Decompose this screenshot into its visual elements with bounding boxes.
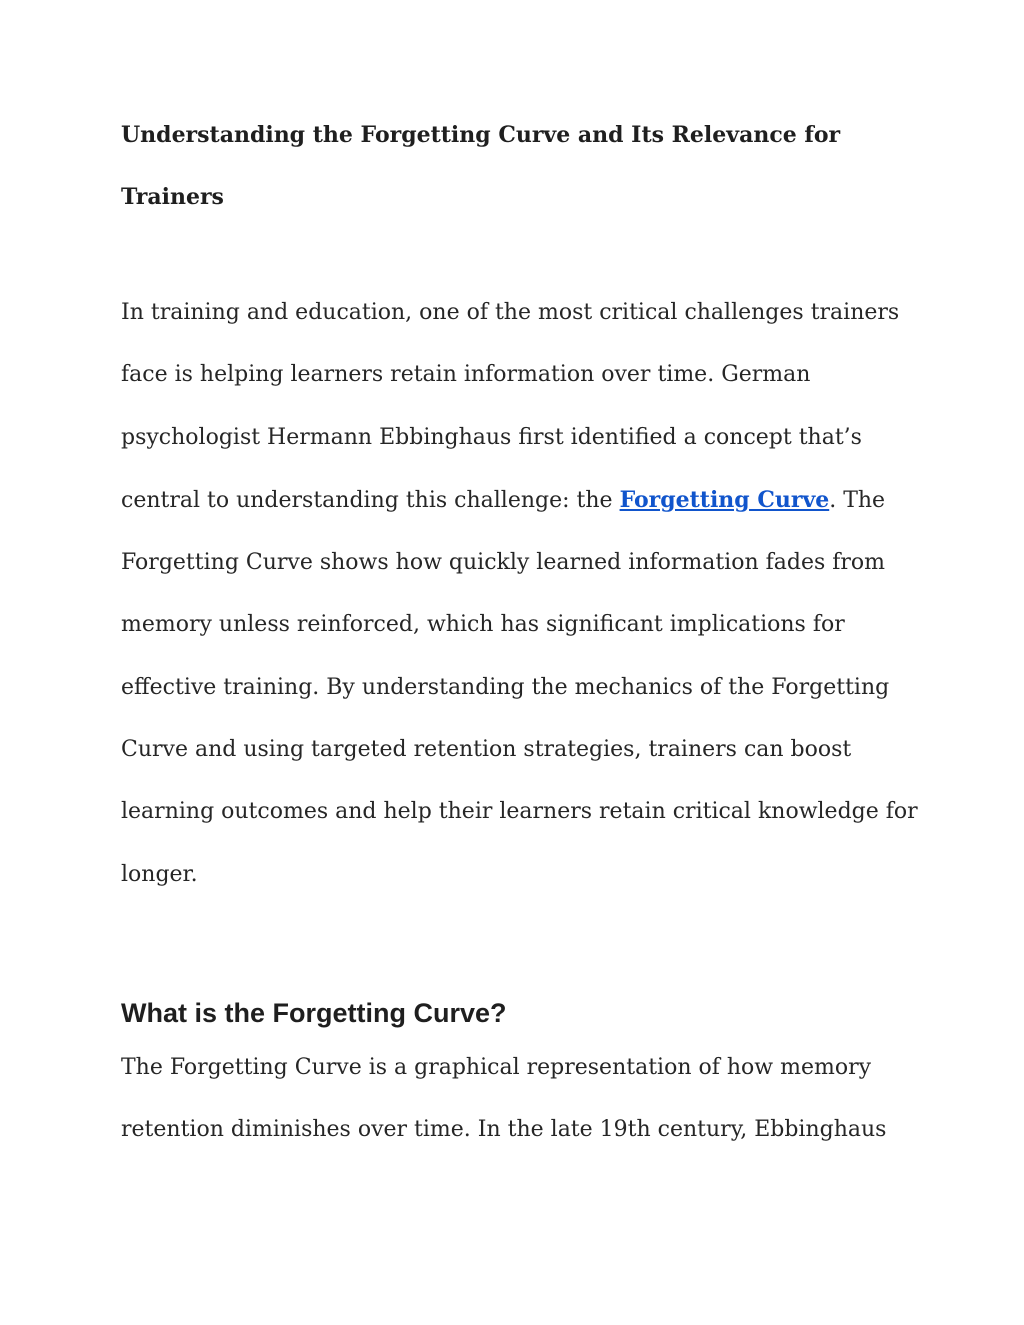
intro-line-8: Curve and using targeted retention strategies, trainers can boost	[121, 737, 852, 763]
forgetting-curve-link[interactable]: Forgetting Curve	[619, 486, 830, 513]
section-body-line-1: The Forgetting Curve is a graphical representation of how memory	[121, 1055, 872, 1080]
intro-paragraph	[121, 282, 921, 906]
title-line-1: Understanding the Forgetting Curve and Its Relevance for	[121, 122, 841, 148]
intro-line-1: In training and education, one of the most critical challenges trainers	[121, 300, 900, 325]
intro-line-4	[121, 469, 921, 532]
intro-line-5: Forgetting Curve shows how quickly learned information fades from	[121, 550, 886, 576]
intro-line-9: learning outcomes and help their learners retain critical knowledge for	[121, 799, 918, 825]
intro-line-4-before-link: central to understanding this challenge: the	[121, 487, 620, 513]
section-heading: What is the Forgetting Curve?	[121, 998, 507, 1028]
document-title	[121, 104, 921, 228]
intro-line-3: psychologist Hermann Ebbinghaus first identified a concept that’s	[121, 424, 862, 450]
intro-line-4-after-link: . The	[829, 487, 886, 513]
intro-line-10: longer.	[121, 861, 198, 887]
section-body-line-2: retention diminishes over time. In the late 19th century, Ebbinghaus	[121, 1117, 887, 1143]
intro-line-7: effective training. By understanding the mechanics of the Forgetting	[121, 674, 890, 700]
intro-line-2: face is helping learners retain information over time. German	[121, 362, 811, 388]
section-body-paragraph	[121, 1037, 921, 1162]
title-line-2: Trainers	[121, 184, 224, 210]
intro-line-6: memory unless reinforced, which has significant implications for	[121, 612, 845, 638]
